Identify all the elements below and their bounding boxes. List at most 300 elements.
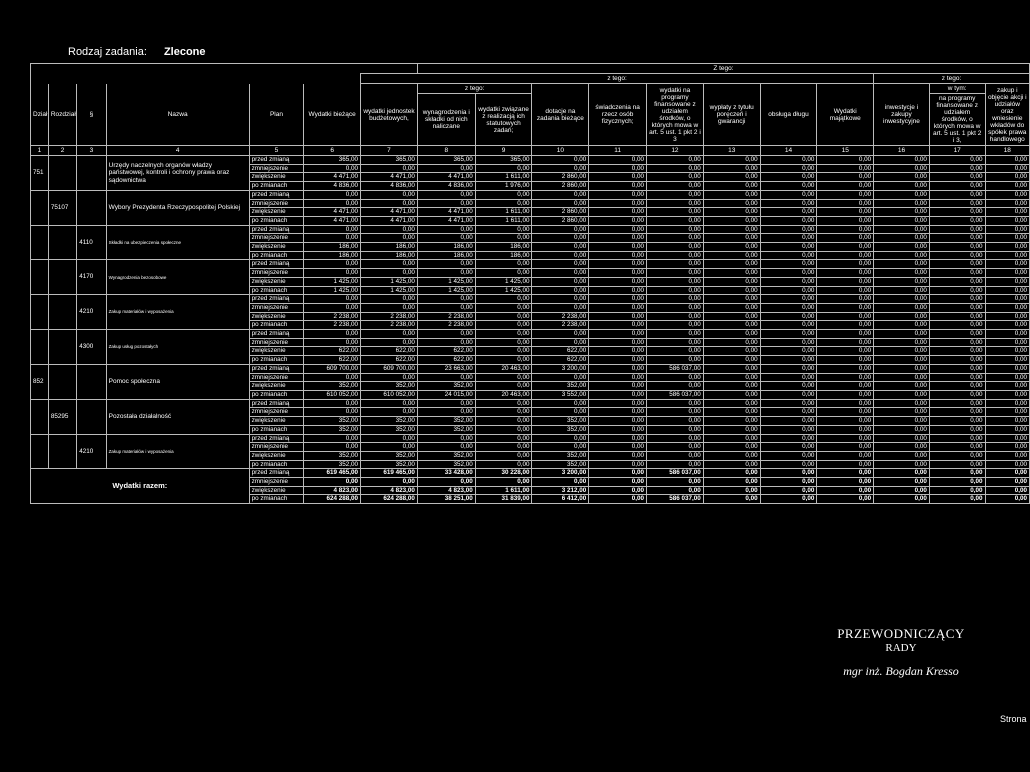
- value-cell: 0,00: [475, 478, 532, 487]
- value-cell: 0,00: [760, 312, 817, 321]
- value-cell: 0,00: [703, 182, 760, 191]
- value-cell: 0,00: [817, 408, 874, 417]
- value-cell: 0,00: [874, 486, 930, 495]
- value-cell: 0,00: [874, 260, 930, 269]
- dzial-cell: 751: [31, 156, 49, 191]
- value-cell: 0,00: [589, 156, 647, 165]
- value-cell: 0,00: [703, 451, 760, 460]
- value-cell: 624 288,00: [304, 495, 361, 504]
- value-cell: 0,00: [703, 347, 760, 356]
- value-cell: 0,00: [703, 173, 760, 182]
- value-cell: 0,00: [647, 486, 704, 495]
- value-cell: 0,00: [589, 295, 647, 304]
- row-type-label: zwiększenie: [249, 173, 304, 182]
- value-cell: 0,00: [760, 277, 817, 286]
- paragraf-cell: [77, 399, 106, 434]
- value-cell: 0,00: [760, 190, 817, 199]
- task-type-title: [68, 46, 206, 58]
- value-cell: 1 611,00: [475, 486, 532, 495]
- column-number: 17: [929, 146, 985, 156]
- value-cell: 186,00: [361, 251, 418, 260]
- value-cell: 0,00: [874, 347, 930, 356]
- value-cell: 0,00: [985, 312, 1029, 321]
- value-cell: 0,00: [760, 199, 817, 208]
- value-cell: 0,00: [647, 243, 704, 252]
- value-cell: 0,00: [817, 173, 874, 182]
- value-cell: 0,00: [760, 303, 817, 312]
- value-cell: 0,00: [475, 417, 532, 426]
- value-cell: 0,00: [985, 260, 1029, 269]
- value-cell: 0,00: [817, 216, 874, 225]
- value-cell: 0,00: [304, 295, 361, 304]
- value-cell: 0,00: [532, 338, 589, 347]
- value-cell: 0,00: [985, 286, 1029, 295]
- value-cell: 0,00: [417, 478, 475, 487]
- value-cell: 4 836,00: [361, 182, 418, 191]
- value-cell: 0,00: [647, 216, 704, 225]
- value-cell: 0,00: [647, 408, 704, 417]
- value-cell: 0,00: [703, 208, 760, 217]
- paragraf-cell: 4210: [77, 434, 106, 469]
- row-type-label: przed zmianą: [249, 330, 304, 339]
- header-wydatki-biezace: Wydatki bieżące: [304, 84, 361, 146]
- value-cell: 0,00: [417, 269, 475, 278]
- value-cell: 186,00: [361, 243, 418, 252]
- value-cell: 352,00: [417, 382, 475, 391]
- signature-block: [826, 626, 976, 679]
- value-cell: 0,00: [304, 373, 361, 382]
- value-cell: 0,00: [475, 451, 532, 460]
- value-cell: 0,00: [703, 495, 760, 504]
- value-cell: 4 471,00: [417, 208, 475, 217]
- value-cell: 0,00: [929, 303, 985, 312]
- row-type-label: po zmianach: [249, 390, 304, 399]
- value-cell: 0,00: [361, 338, 418, 347]
- value-cell: 0,00: [760, 443, 817, 452]
- dzial-cell: [31, 225, 49, 260]
- value-cell: 0,00: [874, 460, 930, 469]
- value-cell: 352,00: [304, 382, 361, 391]
- value-cell: 0,00: [703, 460, 760, 469]
- row-type-label: zwiększenie: [249, 451, 304, 460]
- value-cell: 4 471,00: [361, 173, 418, 182]
- value-cell: 0,00: [475, 443, 532, 452]
- value-cell: 0,00: [874, 356, 930, 365]
- value-cell: 0,00: [817, 417, 874, 426]
- value-cell: 0,00: [817, 330, 874, 339]
- value-cell: 0,00: [589, 243, 647, 252]
- value-cell: 0,00: [589, 486, 647, 495]
- value-cell: 0,00: [647, 356, 704, 365]
- rozdzial-cell: 75107: [48, 190, 76, 225]
- value-cell: 586 037,00: [647, 390, 704, 399]
- column-number: 18: [985, 146, 1029, 156]
- value-cell: 0,00: [361, 478, 418, 487]
- value-cell: 4 471,00: [304, 173, 361, 182]
- value-cell: 0,00: [817, 225, 874, 234]
- value-cell: 0,00: [760, 399, 817, 408]
- value-cell: 0,00: [532, 190, 589, 199]
- header-w-tym-programy: na programy finansowane z udziałem środków, o których mowa w art. 5 ust. 1 pkt 2 i 3,: [929, 94, 985, 146]
- value-cell: 0,00: [589, 478, 647, 487]
- value-cell: 0,00: [589, 303, 647, 312]
- value-cell: 2 238,00: [417, 312, 475, 321]
- value-cell: 0,00: [304, 260, 361, 269]
- value-cell: 352,00: [361, 382, 418, 391]
- value-cell: 3 552,00: [532, 390, 589, 399]
- row-type-label: po zmianach: [249, 495, 304, 504]
- value-cell: 0,00: [475, 164, 532, 173]
- value-cell: 0,00: [874, 277, 930, 286]
- value-cell: 610 052,00: [304, 390, 361, 399]
- row-type-label: zwiększenie: [249, 243, 304, 252]
- value-cell: 0,00: [760, 234, 817, 243]
- value-cell: 0,00: [647, 434, 704, 443]
- value-cell: 622,00: [417, 347, 475, 356]
- value-cell: 0,00: [703, 469, 760, 478]
- value-cell: 0,00: [817, 425, 874, 434]
- value-cell: 0,00: [647, 234, 704, 243]
- value-cell: 0,00: [647, 269, 704, 278]
- value-cell: 0,00: [304, 330, 361, 339]
- value-cell: 0,00: [589, 234, 647, 243]
- value-cell: 0,00: [417, 408, 475, 417]
- value-cell: 0,00: [417, 330, 475, 339]
- value-cell: 622,00: [304, 347, 361, 356]
- value-cell: 0,00: [589, 208, 647, 217]
- value-cell: 0,00: [304, 434, 361, 443]
- value-cell: 4 471,00: [417, 173, 475, 182]
- value-cell: 0,00: [874, 286, 930, 295]
- header-obsluga: obsługa długu: [760, 84, 817, 146]
- value-cell: 0,00: [985, 373, 1029, 382]
- paragraf-cell: 4300: [77, 330, 106, 365]
- value-cell: 0,00: [647, 399, 704, 408]
- value-cell: 0,00: [929, 330, 985, 339]
- signature-title: PRZEWODNICZĄCY: [837, 626, 965, 641]
- value-cell: 0,00: [417, 303, 475, 312]
- value-cell: 0,00: [985, 199, 1029, 208]
- value-cell: 0,00: [703, 417, 760, 426]
- value-cell: 20 463,00: [475, 390, 532, 399]
- value-cell: 0,00: [760, 408, 817, 417]
- value-cell: 586 037,00: [647, 364, 704, 373]
- value-cell: 0,00: [985, 182, 1029, 191]
- value-cell: 0,00: [985, 338, 1029, 347]
- value-cell: 0,00: [589, 260, 647, 269]
- value-cell: 0,00: [760, 338, 817, 347]
- value-cell: 0,00: [361, 443, 418, 452]
- value-cell: 0,00: [361, 260, 418, 269]
- value-cell: 0,00: [703, 373, 760, 382]
- value-cell: 0,00: [817, 434, 874, 443]
- value-cell: 1 425,00: [417, 286, 475, 295]
- value-cell: 0,00: [703, 286, 760, 295]
- value-cell: 0,00: [361, 434, 418, 443]
- value-cell: 0,00: [703, 408, 760, 417]
- value-cell: 0,00: [985, 277, 1029, 286]
- row-type-label: przed zmianą: [249, 364, 304, 373]
- value-cell: 352,00: [417, 451, 475, 460]
- task-type-label: Rodzaj zadania:: [68, 46, 147, 58]
- value-cell: 2 238,00: [532, 321, 589, 330]
- value-cell: 0,00: [817, 312, 874, 321]
- value-cell: 0,00: [703, 269, 760, 278]
- value-cell: 0,00: [703, 156, 760, 165]
- value-cell: 0,00: [647, 303, 704, 312]
- value-cell: 0,00: [703, 225, 760, 234]
- value-cell: 0,00: [647, 190, 704, 199]
- value-cell: 0,00: [647, 156, 704, 165]
- value-cell: 0,00: [475, 460, 532, 469]
- value-cell: 0,00: [929, 164, 985, 173]
- column-number: 16: [874, 146, 930, 156]
- nazwa-cell: Zakup usług pozostałych: [106, 330, 249, 365]
- value-cell: 0,00: [817, 269, 874, 278]
- row-type-label: po zmianach: [249, 251, 304, 260]
- nazwa-cell: Składki na ubezpieczenia społeczne: [106, 225, 249, 260]
- value-cell: 0,00: [874, 173, 930, 182]
- value-cell: 0,00: [703, 443, 760, 452]
- value-cell: 0,00: [703, 338, 760, 347]
- row-type-label: zmniejszenie: [249, 269, 304, 278]
- value-cell: 0,00: [817, 208, 874, 217]
- value-cell: 0,00: [647, 208, 704, 217]
- value-cell: 1 425,00: [304, 286, 361, 295]
- value-cell: 0,00: [760, 460, 817, 469]
- value-cell: 0,00: [703, 425, 760, 434]
- value-cell: 20 463,00: [475, 364, 532, 373]
- value-cell: 0,00: [760, 251, 817, 260]
- value-cell: 0,00: [647, 425, 704, 434]
- value-cell: 0,00: [589, 495, 647, 504]
- value-cell: 0,00: [985, 295, 1029, 304]
- header-rozdzial: Rozdział: [48, 84, 76, 146]
- value-cell: 0,00: [417, 373, 475, 382]
- value-cell: 0,00: [929, 408, 985, 417]
- value-cell: 0,00: [703, 234, 760, 243]
- value-cell: 0,00: [929, 434, 985, 443]
- column-number: 4: [106, 146, 249, 156]
- value-cell: 0,00: [589, 425, 647, 434]
- value-cell: 0,00: [475, 373, 532, 382]
- value-cell: 1 425,00: [304, 277, 361, 286]
- value-cell: 0,00: [647, 312, 704, 321]
- value-cell: 0,00: [647, 382, 704, 391]
- column-number: 14: [760, 146, 817, 156]
- value-cell: 0,00: [703, 199, 760, 208]
- value-cell: 0,00: [985, 434, 1029, 443]
- value-cell: 0,00: [647, 347, 704, 356]
- value-cell: 0,00: [647, 451, 704, 460]
- row-type-label: zmniejszenie: [249, 199, 304, 208]
- column-number: 1: [31, 146, 49, 156]
- header-inwestycje: inwestycje i zakupy inwestycyjne: [874, 84, 930, 146]
- value-cell: 186,00: [304, 251, 361, 260]
- value-cell: 610 052,00: [361, 390, 418, 399]
- value-cell: 0,00: [647, 199, 704, 208]
- value-cell: 0,00: [874, 338, 930, 347]
- value-cell: 0,00: [874, 190, 930, 199]
- value-cell: 3 212,00: [532, 486, 589, 495]
- value-cell: 619 465,00: [361, 469, 418, 478]
- value-cell: 0,00: [817, 295, 874, 304]
- value-cell: 0,00: [475, 434, 532, 443]
- value-cell: 0,00: [532, 243, 589, 252]
- rozdzial-cell: [48, 225, 76, 260]
- header-z-tego-mid: z tego:: [361, 74, 874, 84]
- value-cell: 0,00: [760, 469, 817, 478]
- value-cell: 0,00: [760, 373, 817, 382]
- value-cell: 0,00: [304, 225, 361, 234]
- value-cell: 0,00: [589, 338, 647, 347]
- value-cell: 0,00: [703, 312, 760, 321]
- value-cell: 0,00: [874, 425, 930, 434]
- value-cell: 0,00: [703, 434, 760, 443]
- value-cell: 0,00: [929, 295, 985, 304]
- value-cell: 0,00: [647, 478, 704, 487]
- header-majatkowe: Wydatki majątkowe: [817, 84, 874, 146]
- value-cell: 0,00: [589, 164, 647, 173]
- value-cell: 0,00: [985, 390, 1029, 399]
- value-cell: 1 425,00: [475, 286, 532, 295]
- value-cell: 0,00: [760, 425, 817, 434]
- value-cell: 0,00: [361, 295, 418, 304]
- value-cell: 0,00: [361, 164, 418, 173]
- value-cell: 31 839,00: [475, 495, 532, 504]
- value-cell: 622,00: [417, 356, 475, 365]
- value-cell: 0,00: [874, 295, 930, 304]
- row-type-label: zwiększenie: [249, 417, 304, 426]
- value-cell: 4 823,00: [304, 486, 361, 495]
- value-cell: 0,00: [817, 373, 874, 382]
- row-type-label: zwiększenie: [249, 486, 304, 495]
- value-cell: 0,00: [929, 390, 985, 399]
- value-cell: 0,00: [760, 321, 817, 330]
- value-cell: 0,00: [985, 469, 1029, 478]
- value-cell: 0,00: [589, 269, 647, 278]
- value-cell: 0,00: [532, 303, 589, 312]
- value-cell: 1 425,00: [361, 286, 418, 295]
- value-cell: 3 200,00: [532, 469, 589, 478]
- rozdzial-cell: [48, 260, 76, 295]
- value-cell: 186,00: [417, 251, 475, 260]
- value-cell: 0,00: [760, 364, 817, 373]
- value-cell: 0,00: [647, 295, 704, 304]
- value-cell: 0,00: [929, 478, 985, 487]
- value-cell: 0,00: [532, 373, 589, 382]
- value-cell: 0,00: [647, 164, 704, 173]
- value-cell: 0,00: [304, 443, 361, 452]
- value-cell: 2 238,00: [304, 321, 361, 330]
- row-type-label: zmniejszenie: [249, 303, 304, 312]
- value-cell: 0,00: [589, 399, 647, 408]
- column-number: 2: [48, 146, 76, 156]
- value-cell: 0,00: [985, 460, 1029, 469]
- value-cell: 0,00: [929, 251, 985, 260]
- value-cell: 0,00: [589, 434, 647, 443]
- header-zakup: zakup i objęcie akcji i udziałów oraz wniesienie wkładów do spółek prawa handlowego: [985, 84, 1029, 146]
- row-type-label: zwiększenie: [249, 277, 304, 286]
- value-cell: 0,00: [874, 417, 930, 426]
- header-dzial: Dział: [31, 84, 49, 146]
- value-cell: 0,00: [532, 234, 589, 243]
- value-cell: 0,00: [760, 382, 817, 391]
- value-cell: 0,00: [985, 303, 1029, 312]
- dzial-cell: [31, 190, 49, 225]
- value-cell: 0,00: [760, 208, 817, 217]
- value-cell: 352,00: [532, 417, 589, 426]
- value-cell: 0,00: [929, 347, 985, 356]
- table-body: [31, 156, 1030, 504]
- column-number: 10: [532, 146, 589, 156]
- value-cell: 0,00: [760, 156, 817, 165]
- row-type-label: zmniejszenie: [249, 373, 304, 382]
- value-cell: 0,00: [985, 164, 1029, 173]
- value-cell: 0,00: [817, 251, 874, 260]
- nazwa-cell: Urzędy naczelnych organów władzy państwowej, kontroli i ochrony prawa oraz sądownictwa: [106, 156, 249, 191]
- value-cell: 0,00: [532, 330, 589, 339]
- row-type-label: zmniejszenie: [249, 338, 304, 347]
- value-cell: 0,00: [874, 399, 930, 408]
- value-cell: 186,00: [475, 251, 532, 260]
- value-cell: 0,00: [532, 286, 589, 295]
- value-cell: 0,00: [817, 390, 874, 399]
- value-cell: 0,00: [475, 199, 532, 208]
- value-cell: 0,00: [760, 486, 817, 495]
- value-cell: 0,00: [475, 356, 532, 365]
- value-cell: 0,00: [417, 443, 475, 452]
- value-cell: 0,00: [703, 478, 760, 487]
- value-cell: 0,00: [874, 243, 930, 252]
- column-numbers-row: [31, 146, 1030, 156]
- value-cell: 0,00: [817, 399, 874, 408]
- value-cell: 0,00: [304, 399, 361, 408]
- value-cell: 0,00: [817, 478, 874, 487]
- value-cell: 0,00: [589, 417, 647, 426]
- value-cell: 0,00: [532, 295, 589, 304]
- value-cell: 0,00: [304, 269, 361, 278]
- value-cell: 0,00: [647, 260, 704, 269]
- header-dotacje: dotacje na zadania bieżące: [532, 84, 589, 146]
- value-cell: 0,00: [760, 417, 817, 426]
- row-type-label: zwiększenie: [249, 347, 304, 356]
- value-cell: 4 836,00: [304, 182, 361, 191]
- value-cell: 0,00: [417, 225, 475, 234]
- value-cell: 1 611,00: [475, 216, 532, 225]
- value-cell: 0,00: [985, 347, 1029, 356]
- column-number: 13: [703, 146, 760, 156]
- value-cell: 0,00: [929, 286, 985, 295]
- value-cell: 0,00: [647, 417, 704, 426]
- value-cell: 0,00: [589, 225, 647, 234]
- value-cell: 0,00: [817, 182, 874, 191]
- value-cell: 0,00: [874, 469, 930, 478]
- value-cell: 0,00: [985, 451, 1029, 460]
- value-cell: 0,00: [647, 443, 704, 452]
- value-cell: 0,00: [417, 434, 475, 443]
- value-cell: 0,00: [589, 251, 647, 260]
- paragraf-cell: 4170: [77, 260, 106, 295]
- value-cell: 1 611,00: [475, 173, 532, 182]
- value-cell: 0,00: [475, 321, 532, 330]
- value-cell: 0,00: [874, 164, 930, 173]
- value-cell: 0,00: [929, 234, 985, 243]
- value-cell: 0,00: [985, 425, 1029, 434]
- value-cell: 0,00: [929, 173, 985, 182]
- value-cell: 0,00: [647, 225, 704, 234]
- value-cell: 0,00: [817, 347, 874, 356]
